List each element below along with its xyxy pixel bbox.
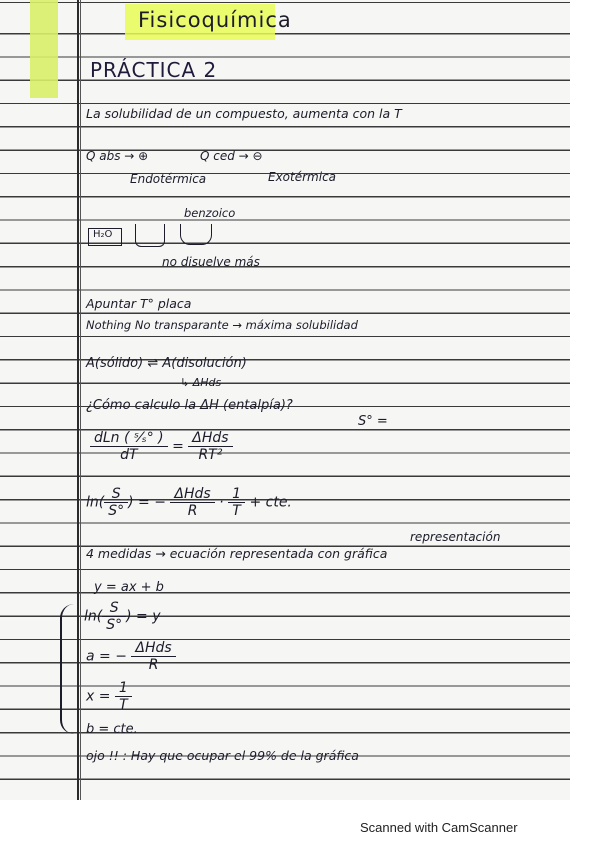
eq1-denominator-left: dT [120,447,138,463]
delta-h-label: ↳ ΔHds [180,376,222,389]
linear-equation: y = ax + b [94,580,164,595]
medidas-line: 4 medidas → ecuación representada con gráfica [86,546,388,561]
ojo-note: ojo !! : Hay que ocupar el 99% de la gráfica [86,748,359,763]
subject-title: Fisicoquímica [138,8,292,32]
saturated-beaker-icon [180,224,212,245]
s0-label: S° = [358,414,388,429]
eq1-equals: = [172,438,184,455]
a-numerator: ΔHds [131,640,175,657]
representacion-label: representación [410,530,501,544]
no-transparente-line: Nothing No transparante → máxima solubilidad [86,318,358,332]
system-brace [60,604,74,734]
x-denominator: T [119,697,128,713]
beaker-icon [135,224,165,247]
eq2-t: T [232,503,241,519]
eq2-ln: ln [86,494,99,511]
question-line: ¿Cómo calculo la ΔH (entalpía)? [86,398,293,413]
eq1-denominator-right: RT² [198,447,223,463]
benzoico-label: benzoico [184,206,236,220]
eq2-denominator: R [187,503,198,519]
x-numerator: 1 [115,680,132,697]
apuntar-line: Apuntar T° placa [86,296,192,311]
x-eq: x = [86,688,115,705]
ln-y-s0: S° [106,617,123,633]
eq2-equals-minus: = − [138,494,166,511]
a-denominator: R [148,657,159,673]
q-ced: Q ced → ⊖ [200,149,263,163]
a-eq: a = − [86,648,127,665]
margin-line-inner [80,0,81,800]
solubility-line: La solubilidad de un compuesto, aumenta con la T [86,106,402,121]
eq1-numerator-right: ΔHds [188,430,232,447]
eq2-dot: · [219,494,224,511]
equation-2: ln( $\frac{S}{S^\circ}$ ) = − $\frac{\text{ΔHds}}{R}$ · $\frac{1}{T}$ + cte. [86,486,292,519]
x-equation [86,680,132,713]
eq2-s0: S° [108,503,125,519]
equilibrium-equation: A(sólido) ⇌ A(disolución) [86,356,247,371]
practice-title: PRÁCTICA 2 [90,58,218,82]
endothermic-label: Endotérmica [130,172,207,186]
no-disuelve-label: no disuelve más [162,255,260,269]
ln-y-eq: = y [136,608,161,625]
eq2-numerator: ΔHds [170,486,214,503]
a-equation [86,640,176,673]
eq2-s: S [104,486,128,503]
ln-y-s: S [102,600,126,617]
equation-1 [90,430,233,463]
page-tab-highlight [30,0,58,98]
ln-equals-y: ln( $\frac{S}{S^\circ}$ ) = y [84,600,161,633]
margin-line [77,0,79,800]
q-abs: Q abs → ⊕ [86,149,149,163]
exothermic-label: Exotérmica [268,170,337,184]
eq1-numerator-left: dLn ( ˢ⁄ₛ° ) [90,430,168,447]
b-equation: b = cte. [86,722,138,737]
ln-y-ln: ln [84,608,97,625]
eq2-constant: + cte. [249,494,292,511]
h2o-label: H₂O [93,229,113,240]
scanner-watermark: Scanned with CamScanner [360,820,518,835]
eq2-one: 1 [228,486,245,503]
